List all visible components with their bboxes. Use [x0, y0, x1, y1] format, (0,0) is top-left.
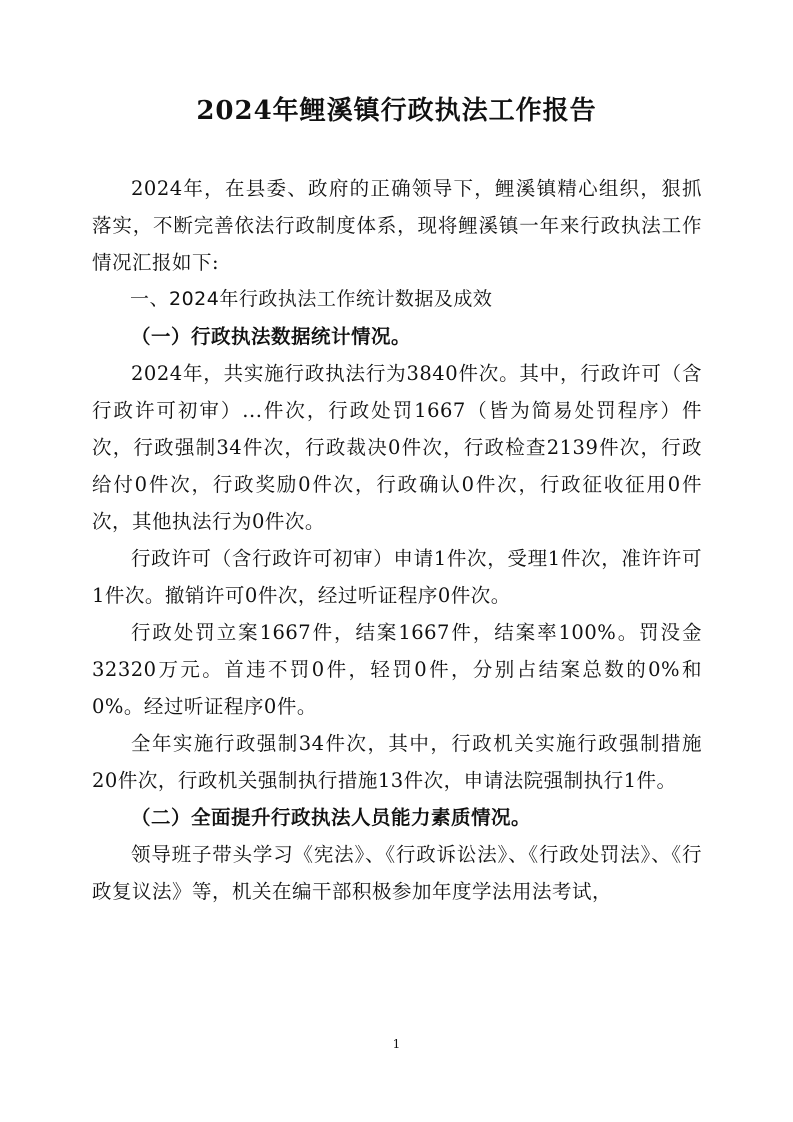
intro-paragraph: 2024年，在县委、政府的正确领导下，鲤溪镇精心组织，狠抓落实，不断完善依法行政制度体系，现将鲤溪镇一年来行政执法工作情况汇报如下: — [92, 177, 702, 274]
stats-overview-paragraph: 2024年，共实施行政执法行为3840件次。其中，行政许可（含行政许可初审）...件次，行政处罚1667（皆为简易处罚程序）件次，行政强制34件次，行政裁决0件次，行政检查2139件次，行政给付0件次，行政奖励0件次，行政确认0件次，行政征收征用0件次，其他执法行为0件次。 — [92, 362, 702, 533]
page-title: 2024年鲤溪镇行政执法工作报告 — [196, 96, 597, 126]
subsection-1-heading: （一）行政执法数据统计情况。 — [131, 325, 412, 348]
licensing-paragraph: 行政许可（含行政许可初审）申请1件次，受理1件次，准许许可1件次。撤销许可0件次，经过听证程序0件次。 — [92, 547, 702, 607]
subsection-2-heading: （二）全面提升行政执法人员能力素质情况。 — [131, 806, 532, 829]
training-paragraph: 领导班子带头学习《宪法》、《行政诉讼法》、《行政处罚法》、《行政复议法》等，机关在编干部积极参加年度学法用法考试， — [92, 843, 702, 903]
enforcement-paragraph: 全年实施行政强制34件次，其中，行政机关实施行政强制措施20件次，行政机关强制执行措施13件次，申请法院强制执行1件。 — [92, 732, 702, 792]
section-1-heading: 一、2024年行政执法工作统计数据及成效 — [130, 288, 493, 310]
penalties-paragraph: 行政处罚立案1667件，结案1667件，结案率100%。罚没金32320万元。首违不罚0件，轻罚0件，分别占结案总数的0%和0%。经过听证程序0件。 — [92, 621, 702, 718]
page-number: 1 — [392, 1037, 401, 1051]
document-body — [92, 170, 702, 910]
